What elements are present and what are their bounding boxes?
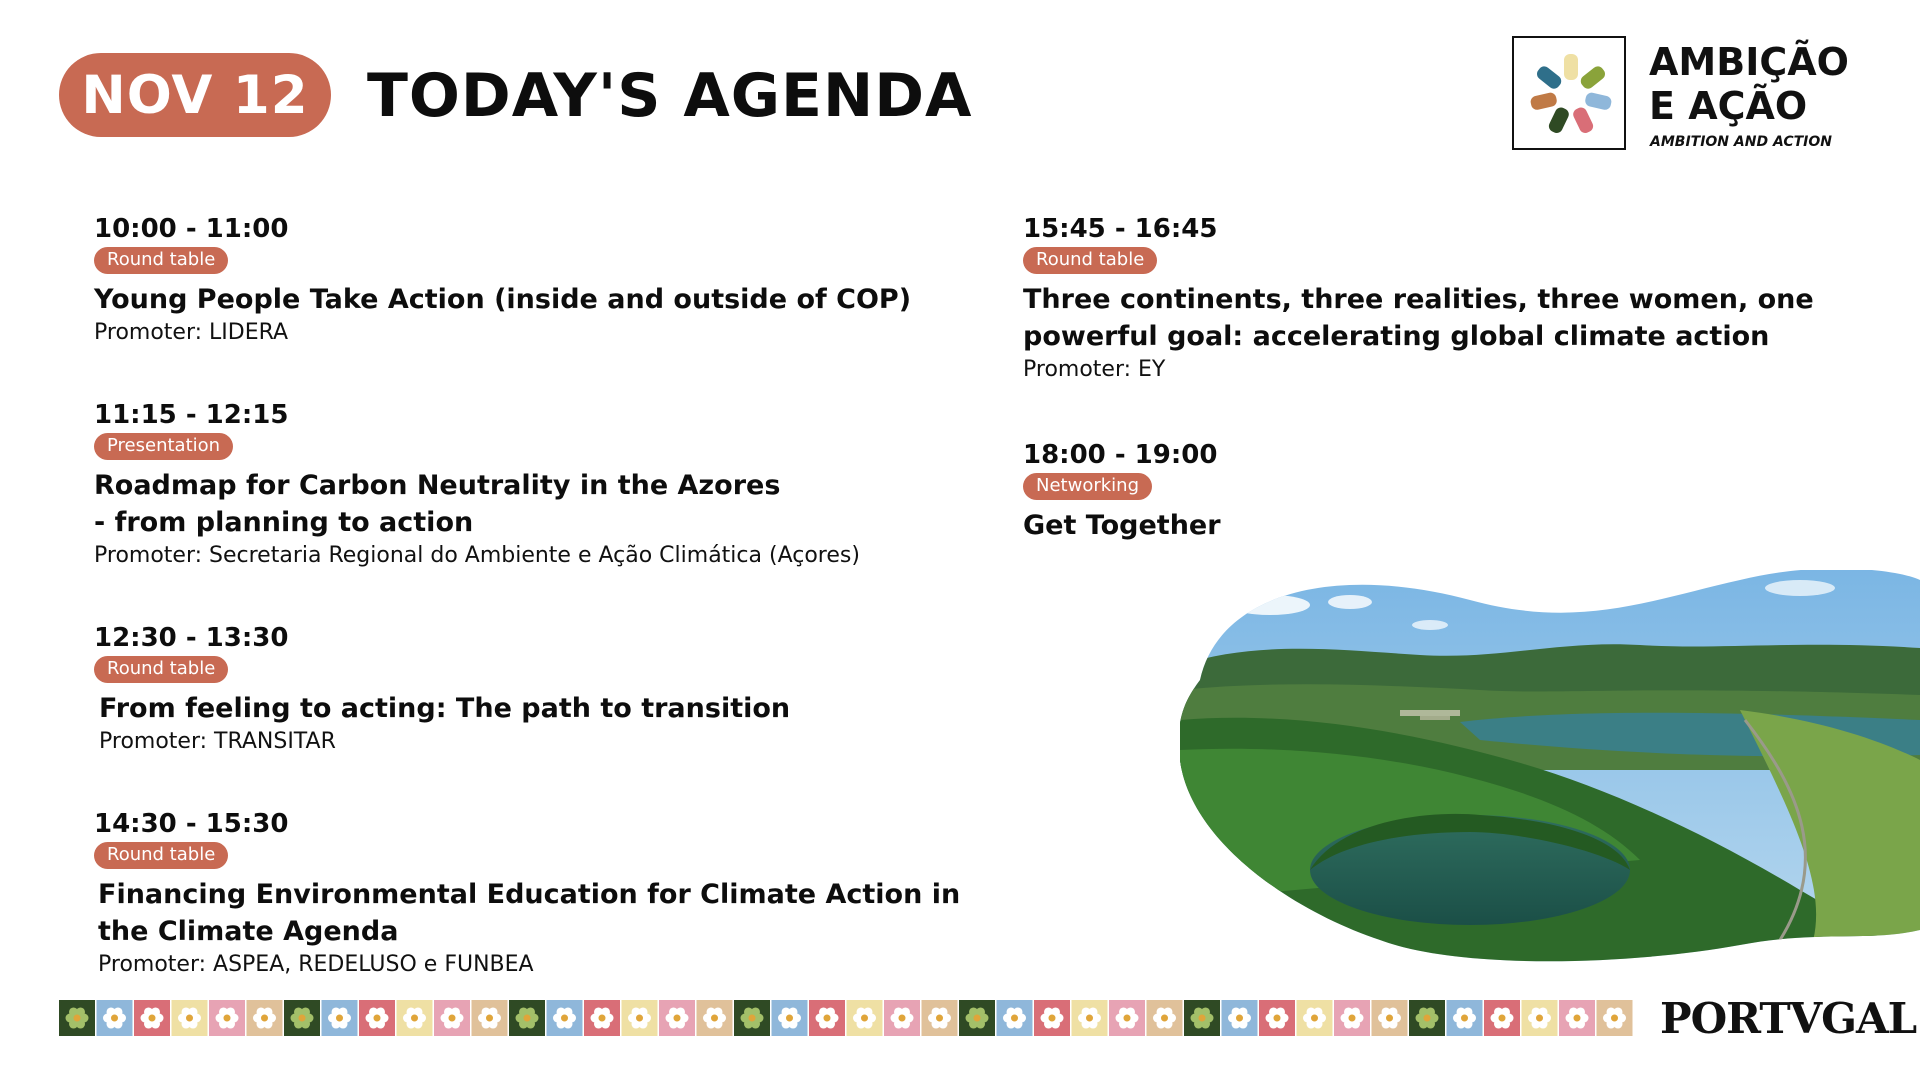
tile <box>1034 1000 1070 1036</box>
tile <box>284 1000 320 1036</box>
tile <box>97 1000 133 1036</box>
tile <box>1484 1000 1520 1036</box>
session-type-badge: Networking <box>1023 473 1152 500</box>
session-title-line: powerful goal: accelerating global climate action <box>1023 321 1770 352</box>
flower-logo-icon <box>1514 38 1628 152</box>
logo-petal <box>1547 105 1571 134</box>
logo-petal <box>1529 92 1557 111</box>
tile <box>734 1000 770 1036</box>
tile <box>434 1000 470 1036</box>
session-title <box>1023 281 1814 355</box>
session-promoter: Promoter: ASPEA, REDELUSO e FUNBEA <box>98 952 534 977</box>
tile <box>1184 1000 1220 1036</box>
tile <box>172 1000 208 1036</box>
session-time: 14:30 - 15:30 <box>94 809 289 839</box>
session-type-badge: Presentation <box>94 433 233 460</box>
logo-petal <box>1571 105 1595 134</box>
tile <box>322 1000 358 1036</box>
tile <box>1334 1000 1370 1036</box>
session-title: From feeling to acting: The path to transition <box>99 693 791 724</box>
session-time: 12:30 - 13:30 <box>94 623 289 653</box>
tile <box>1559 1000 1595 1036</box>
logo-title-line1: AMBIÇÃO <box>1649 40 1849 84</box>
session-type-badge: Round table <box>94 656 228 683</box>
azores-landscape-image <box>1180 570 1920 970</box>
tile <box>1297 1000 1333 1036</box>
logo-petal <box>1564 54 1578 80</box>
session-promoter: Promoter: TRANSITAR <box>99 729 336 754</box>
session-title <box>94 467 860 541</box>
tile <box>884 1000 920 1036</box>
session-type-badge: Round table <box>94 247 228 274</box>
tile <box>772 1000 808 1036</box>
tile <box>59 1000 95 1036</box>
ambicao-logo-mark <box>1512 36 1626 150</box>
tile <box>1222 1000 1258 1036</box>
tile <box>1259 1000 1295 1036</box>
session-time: 10:00 - 11:00 <box>94 214 289 244</box>
tile <box>697 1000 733 1036</box>
session-time: 18:00 - 19:00 <box>1023 440 1218 470</box>
tile <box>472 1000 508 1036</box>
tile <box>547 1000 583 1036</box>
session-title: Young People Take Action (inside and outside of COP) <box>94 284 912 315</box>
tile <box>1072 1000 1108 1036</box>
tile <box>1109 1000 1145 1036</box>
logo-subtitle: AMBITION AND ACTION <box>1650 134 1832 150</box>
session-title-line: Roadmap for Carbon Neutrality in the Azores <box>94 470 781 501</box>
tile <box>134 1000 170 1036</box>
agenda-item <box>1023 214 1814 385</box>
tile <box>247 1000 283 1036</box>
tile <box>1447 1000 1483 1036</box>
tile <box>397 1000 433 1036</box>
tile <box>359 1000 395 1036</box>
portugal-wordmark-logo: PORTVGAL <box>1660 994 1917 1043</box>
session-title <box>94 876 960 950</box>
session-type-badge: Round table <box>94 842 228 869</box>
session-type-badge: Round table <box>1023 247 1157 274</box>
tile <box>1409 1000 1445 1036</box>
decorative-tile-border <box>59 1000 1636 1036</box>
agenda-item <box>1023 440 1221 544</box>
date-badge: NOV 12 <box>59 53 331 137</box>
tile <box>622 1000 658 1036</box>
page-title: TODAY'S AGENDA <box>367 61 973 131</box>
tile <box>584 1000 620 1036</box>
agenda-item <box>94 809 960 980</box>
agenda-item <box>94 214 911 348</box>
session-time: 11:15 - 12:15 <box>94 400 289 430</box>
session-title-line: Three continents, three realities, three women, one <box>1023 284 1814 315</box>
session-promoter: Promoter: EY <box>1023 357 1166 382</box>
agenda-item <box>94 400 860 571</box>
tile <box>959 1000 995 1036</box>
session-title: Get Together <box>1023 510 1221 541</box>
session-promoter: Promoter: LIDERA <box>94 320 289 345</box>
agenda-item <box>94 623 790 757</box>
session-title-line: Financing Environmental Education for Climate Action in <box>98 879 961 910</box>
session-time: 15:45 - 16:45 <box>1023 214 1218 244</box>
logo-petal <box>1584 92 1612 111</box>
logo-title-line2: E AÇÃO <box>1649 84 1808 128</box>
tile <box>922 1000 958 1036</box>
tile <box>847 1000 883 1036</box>
tile <box>209 1000 245 1036</box>
tile <box>809 1000 845 1036</box>
logo-petal <box>1535 64 1564 91</box>
session-promoter: Promoter: Secretaria Regional do Ambiente e Ação Climática (Açores) <box>94 543 860 568</box>
session-title-line: - from planning to action <box>94 507 474 538</box>
tile <box>659 1000 695 1036</box>
session-title-line: the Climate Agenda <box>98 916 399 947</box>
tile <box>1522 1000 1558 1036</box>
tile <box>997 1000 1033 1036</box>
tile <box>509 1000 545 1036</box>
tile <box>1372 1000 1408 1036</box>
logo-petal <box>1578 64 1607 91</box>
tile <box>1597 1000 1633 1036</box>
tile <box>1147 1000 1183 1036</box>
